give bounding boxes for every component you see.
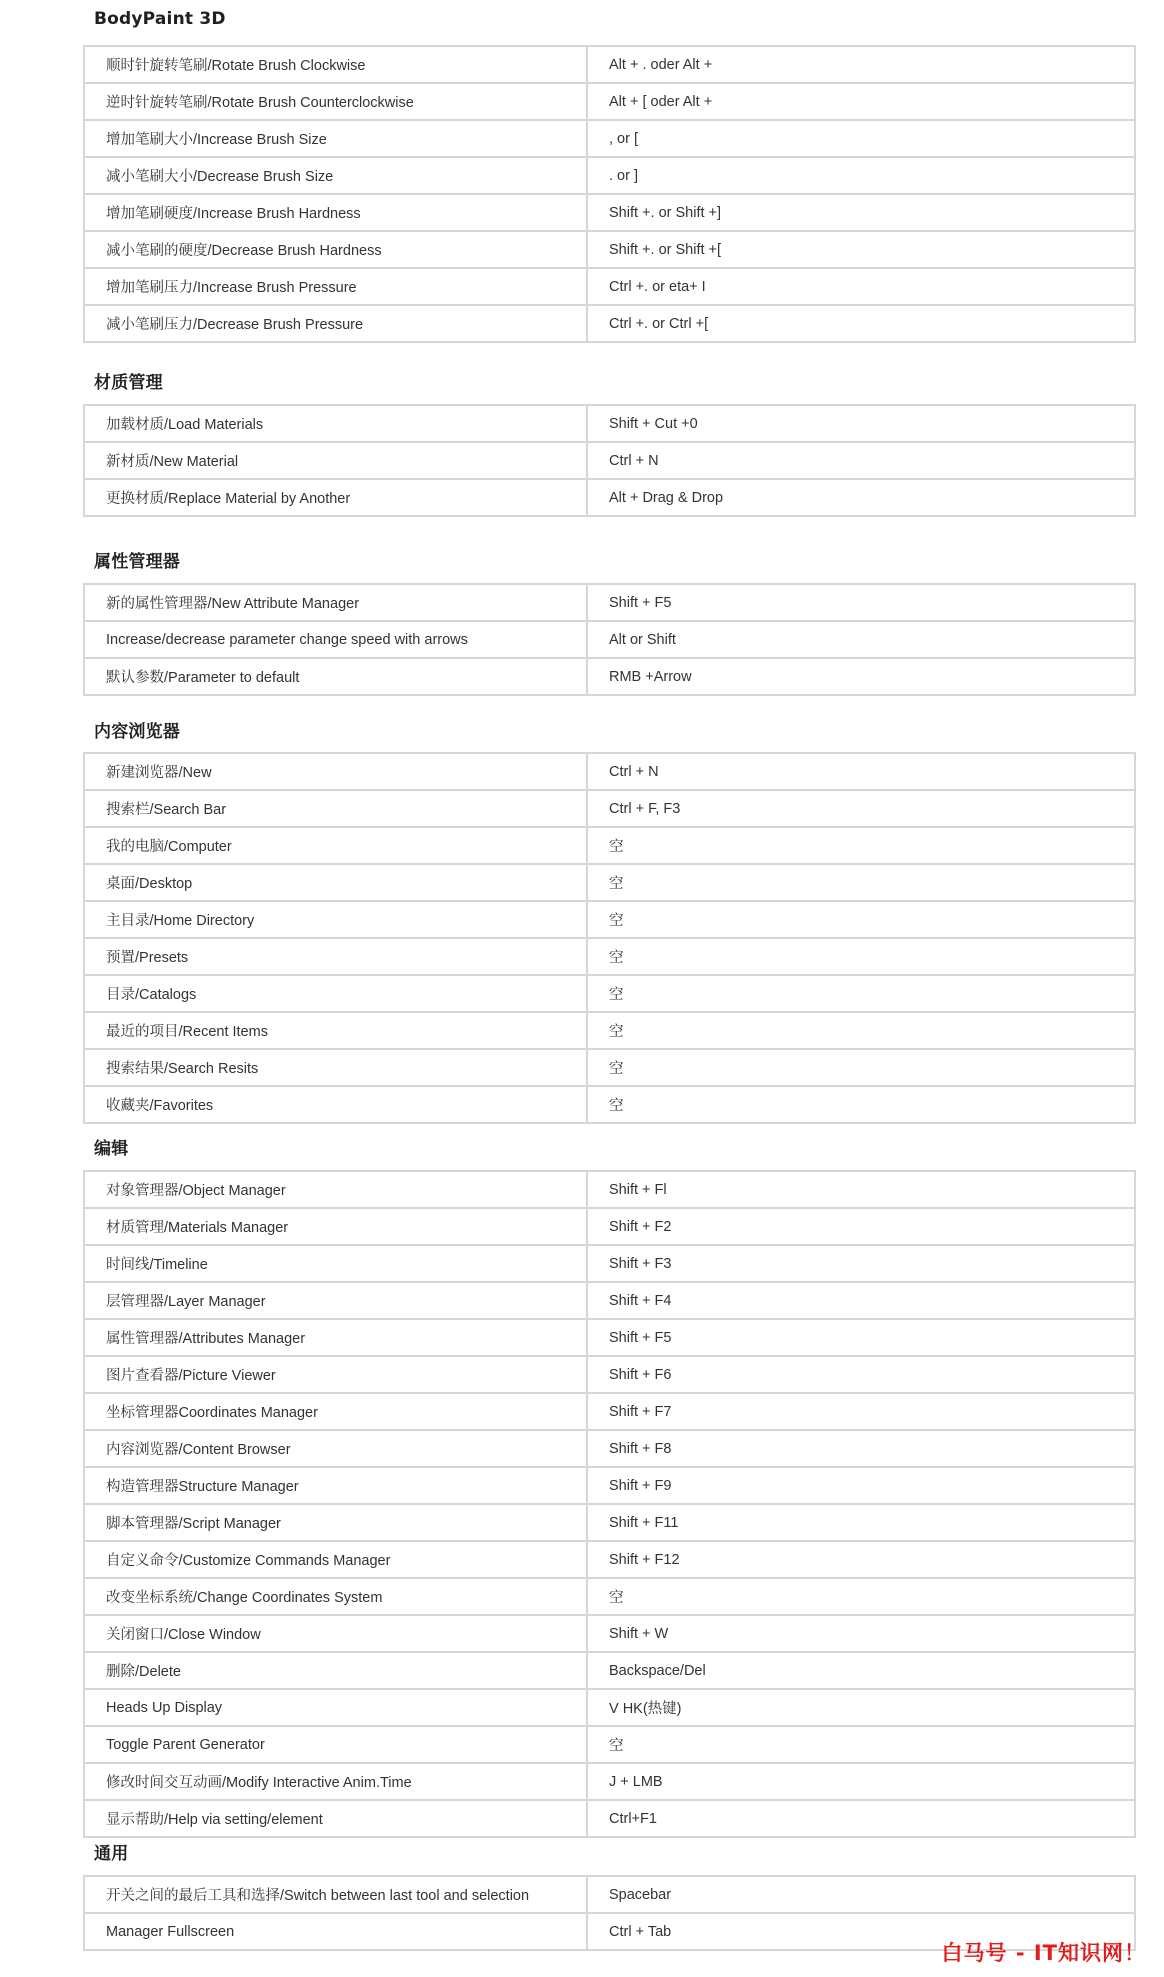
- command-cell: 更换材质/Replace Material by Another: [84, 479, 587, 516]
- shortcut-table-content-browser: [83, 752, 1136, 1124]
- table-row: [84, 584, 1135, 621]
- shortcut-cell: J + LMB: [587, 1763, 1135, 1800]
- command-cell: 顺时针旋转笔刷/Rotate Brush Clockwise: [84, 46, 587, 83]
- table-row: [84, 1356, 1135, 1393]
- command-cell: 搜索栏/Search Bar: [84, 790, 587, 827]
- shortcut-cell: 空: [587, 1578, 1135, 1615]
- table-row: [84, 83, 1135, 120]
- shortcut-cell: Shift + W: [587, 1615, 1135, 1652]
- command-cell: 图片查看器/Picture Viewer: [84, 1356, 587, 1393]
- table-row: [84, 658, 1135, 695]
- shortcut-cell: Shift +. or Shift +[: [587, 231, 1135, 268]
- command-cell: 关闭窗口/Close Window: [84, 1615, 587, 1652]
- table-row: [84, 1578, 1135, 1615]
- command-cell: 最近的项目/Recent Items: [84, 1012, 587, 1049]
- table-row: [84, 305, 1135, 342]
- command-cell: 构造管理器Structure Manager: [84, 1467, 587, 1504]
- table-row: [84, 1504, 1135, 1541]
- shortcut-cell: 空: [587, 1012, 1135, 1049]
- command-cell: 目录/Catalogs: [84, 975, 587, 1012]
- shortcut-cell: 空: [587, 901, 1135, 938]
- table-row: [84, 1208, 1135, 1245]
- shortcut-cell: Backspace/Del: [587, 1652, 1135, 1689]
- table-row: [84, 268, 1135, 305]
- table-row: [84, 1800, 1135, 1837]
- shortcut-cell: Shift + F8: [587, 1430, 1135, 1467]
- shortcut-cell: 空: [587, 864, 1135, 901]
- shortcut-cell: Shift + F12: [587, 1541, 1135, 1578]
- command-cell: 增加笔刷大小/Increase Brush Size: [84, 120, 587, 157]
- shortcut-cell: Spacebar: [587, 1876, 1135, 1913]
- shortcut-cell: 空: [587, 1049, 1135, 1086]
- shortcut-cell: Ctrl +. or eta+ I: [587, 268, 1135, 305]
- section-title-materials: 材质管理: [94, 373, 163, 393]
- table-row: [84, 194, 1135, 231]
- section-title-edit: 编辑: [94, 1139, 129, 1159]
- command-cell: 时间线/Timeline: [84, 1245, 587, 1282]
- table-row: [84, 1086, 1135, 1123]
- section-title-attribute-manager: 属性管理器: [94, 552, 180, 572]
- table-row: [84, 157, 1135, 194]
- shortcut-table-materials: [83, 404, 1136, 517]
- command-cell: 坐标管理器Coordinates Manager: [84, 1393, 587, 1430]
- command-cell: 减小笔刷大小/Decrease Brush Size: [84, 157, 587, 194]
- shortcut-cell: Shift + F5: [587, 584, 1135, 621]
- table-row: [84, 1763, 1135, 1800]
- table-row: [84, 1012, 1135, 1049]
- command-cell: 默认参数/Parameter to default: [84, 658, 587, 695]
- shortcut-cell: Alt + . oder Alt +: [587, 46, 1135, 83]
- table-row: [84, 901, 1135, 938]
- command-cell: 搜索结果/Search Resits: [84, 1049, 587, 1086]
- shortcut-cell: Alt + Drag & Drop: [587, 479, 1135, 516]
- shortcut-cell: Ctrl+F1: [587, 1800, 1135, 1837]
- command-cell: 桌面/Desktop: [84, 864, 587, 901]
- command-cell: 内容浏览器/Content Browser: [84, 1430, 587, 1467]
- shortcut-cell: Shift + F3: [587, 1245, 1135, 1282]
- table-row: [84, 827, 1135, 864]
- shortcut-cell: Shift + F9: [587, 1467, 1135, 1504]
- command-cell: 收藏夹/Favorites: [84, 1086, 587, 1123]
- command-cell: 显示帮助/Help via setting/element: [84, 1800, 587, 1837]
- table-row: [84, 938, 1135, 975]
- shortcut-cell: Shift + F5: [587, 1319, 1135, 1356]
- shortcut-table-bodypaint: [83, 45, 1136, 343]
- table-row: [84, 479, 1135, 516]
- section-title-bodypaint: BodyPaint 3D: [94, 9, 226, 29]
- command-cell: 对象管理器/Object Manager: [84, 1171, 587, 1208]
- table-row: [84, 120, 1135, 157]
- command-cell: 开关之间的最后工具和选择/Switch between last tool and selection: [84, 1876, 587, 1913]
- shortcut-cell: Shift + F6: [587, 1356, 1135, 1393]
- table-row: [84, 1319, 1135, 1356]
- command-cell: 逆时针旋转笔刷/Rotate Brush Counterclockwise: [84, 83, 587, 120]
- command-cell: 层管理器/Layer Manager: [84, 1282, 587, 1319]
- shortcut-cell: , or [: [587, 120, 1135, 157]
- shortcut-cell: 空: [587, 975, 1135, 1012]
- command-cell: 删除/Delete: [84, 1652, 587, 1689]
- shortcut-cell: Ctrl + N: [587, 753, 1135, 790]
- table-row: [84, 1393, 1135, 1430]
- shortcut-cell: Shift + F7: [587, 1393, 1135, 1430]
- shortcut-cell: . or ]: [587, 157, 1135, 194]
- command-cell: 加载材质/Load Materials: [84, 405, 587, 442]
- shortcut-cell: Alt + [ oder Alt +: [587, 83, 1135, 120]
- shortcut-cell: Shift + F2: [587, 1208, 1135, 1245]
- command-cell: 自定义命令/Customize Commands Manager: [84, 1541, 587, 1578]
- shortcut-table-edit: [83, 1170, 1136, 1838]
- site-watermark: 白马号 - IT知识网！: [941, 1941, 1146, 1965]
- command-cell: 新的属性管理器/New Attribute Manager: [84, 584, 587, 621]
- command-cell: Toggle Parent Generator: [84, 1726, 587, 1763]
- table-row: [84, 1282, 1135, 1319]
- table-row: [84, 405, 1135, 442]
- table-row: [84, 1049, 1135, 1086]
- shortcut-cell: 空: [587, 1726, 1135, 1763]
- table-row: [84, 753, 1135, 790]
- command-cell: 预置/Presets: [84, 938, 587, 975]
- command-cell: 脚本管理器/Script Manager: [84, 1504, 587, 1541]
- table-row: [84, 46, 1135, 83]
- command-cell: 减小笔刷的硬度/Decrease Brush Hardness: [84, 231, 587, 268]
- shortcut-cell: Shift +. or Shift +]: [587, 194, 1135, 231]
- shortcut-cell: 空: [587, 938, 1135, 975]
- shortcut-cell: Ctrl +. or Ctrl +[: [587, 305, 1135, 342]
- command-cell: 增加笔刷硬度/Increase Brush Hardness: [84, 194, 587, 231]
- table-row: [84, 975, 1135, 1012]
- table-row: [84, 1430, 1135, 1467]
- table-row: [84, 1876, 1135, 1913]
- shortcut-cell: Alt or Shift: [587, 621, 1135, 658]
- shortcut-cell: Shift + F11: [587, 1504, 1135, 1541]
- command-cell: Manager Fullscreen: [84, 1913, 587, 1950]
- table-row: [84, 1689, 1135, 1726]
- shortcut-cell: V HK(热键): [587, 1689, 1135, 1726]
- command-cell: 改变坐标系统/Change Coordinates System: [84, 1578, 587, 1615]
- table-row: [84, 1652, 1135, 1689]
- shortcut-cell: Ctrl + N: [587, 442, 1135, 479]
- command-cell: 修改时间交互动画/Modify Interactive Anim.Time: [84, 1763, 587, 1800]
- table-row: [84, 1245, 1135, 1282]
- section-title-content-browser: 内容浏览器: [94, 722, 180, 742]
- table-row: [84, 864, 1135, 901]
- table-row: [84, 442, 1135, 479]
- command-cell: 材质管理/Materials Manager: [84, 1208, 587, 1245]
- table-row: [84, 621, 1135, 658]
- shortcut-cell: Shift + F4: [587, 1282, 1135, 1319]
- command-cell: 增加笔刷压力/Increase Brush Pressure: [84, 268, 587, 305]
- shortcut-cell: Ctrl + Tab: [587, 1913, 1135, 1950]
- table-row: [84, 1467, 1135, 1504]
- table-row: [84, 790, 1135, 827]
- command-cell: 我的电脑/Computer: [84, 827, 587, 864]
- command-cell: 减小笔刷压力/Decrease Brush Pressure: [84, 305, 587, 342]
- shortcut-cell: 空: [587, 827, 1135, 864]
- command-cell: 主目录/Home Directory: [84, 901, 587, 938]
- table-row: [84, 1171, 1135, 1208]
- shortcut-cell: RMB +Arrow: [587, 658, 1135, 695]
- command-cell: 新材质/New Material: [84, 442, 587, 479]
- command-cell: Heads Up Display: [84, 1689, 587, 1726]
- command-cell: Increase/decrease parameter change speed with arrows: [84, 621, 587, 658]
- command-cell: 新建浏览器/New: [84, 753, 587, 790]
- shortcut-cell: Shift + Fl: [587, 1171, 1135, 1208]
- shortcut-cell: Shift + Cut +0: [587, 405, 1135, 442]
- shortcut-cell: 空: [587, 1086, 1135, 1123]
- table-row: [84, 1541, 1135, 1578]
- command-cell: 属性管理器/Attributes Manager: [84, 1319, 587, 1356]
- table-row: [84, 1615, 1135, 1652]
- table-row: [84, 1726, 1135, 1763]
- shortcut-table-attribute-manager: [83, 583, 1136, 696]
- shortcut-cell: Ctrl + F, F3: [587, 790, 1135, 827]
- section-title-general: 通用: [94, 1844, 129, 1864]
- table-row: [84, 231, 1135, 268]
